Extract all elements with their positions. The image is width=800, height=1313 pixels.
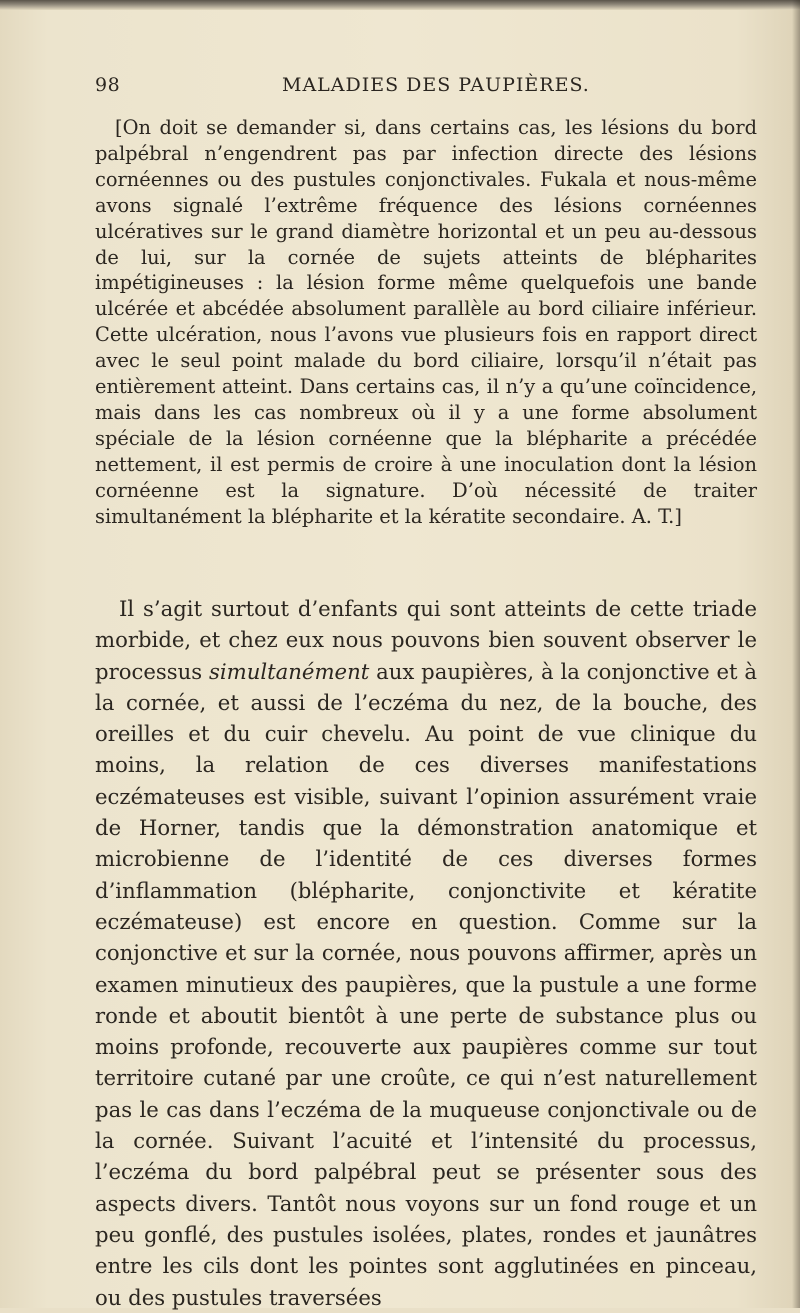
body-text-part-2: aux paupières, à la conjonctive et à la cornée, et aussi de l’eczéma du nez, de la bouche, des oreilles et du cuir chevelu. Au point de vue clinique du moins, la relation de ces diverses manifestations eczémateuses est visible, suivant l’opinion assurément vraie de Horner, tandis que la démonstration anatomique et microbienne de l’identité de ces diverses formes d’inflammation (blépharite, conjonctivite et kératite eczémateuse) est encore en question. Comme sur la conjonctive et sur la cornée, nous pouvons affirmer, après un examen minutieux des paupières, que la pustule a une forme ronde et aboutit bientôt à une perte de substance plus ou moins profonde, recouverte aux paupières comme sur tout territoire cutané par une croûte, ce qui n’est naturellement pas le cas dans l’eczéma de la muqueuse conjonctivale ou de la cornée. Suivant l’acuité et l’intensité du processus, l’eczéma du bord palpébral peut se présenter sous des aspects divers. Tantôt nous voyons sur un fond rouge et un peu gonflé, des pustules isolées, plates, rondes et jaunâtres entre les cils dont les pointes sont agglutinées en pinceau, ou des pustules traversées [95, 658, 757, 1310]
running-head [95, 74, 735, 102]
page-binding-shadow [792, 0, 800, 1308]
editor-note [95, 115, 757, 530]
main-text [95, 593, 757, 1313]
emphasis-word: simultanément [208, 658, 370, 684]
page-top-edge [0, 0, 800, 10]
page-number: 98 [95, 74, 121, 96]
body-text-part-1: Il s’agit surtout d’enfants qui sont atteints de cette triade morbide, et chez eux nous pouvons bien souvent observer le processus [95, 596, 757, 684]
chapter-title: MALADIES DES PAUPIÈRES. [282, 74, 590, 96]
body-paragraph [95, 593, 757, 1313]
note-paragraph: [On doit se demander si, dans certains cas, les lésions du bord palpébral n’engendrent pas par infection directe des lésions cornéennes ou des pustules conjonctivales. Fukala et nous-même avons signalé l’extrême fréquence des lésions cornéennes ulcératives sur le grand diamètre horizontal et un peu au-dessous de lui, sur la cornée de sujets atteints de blépharites impétigineuses : la lésion forme même quelquefois une bande ulcérée et abcédée absolument parallèle au bord ciliaire inférieur. Cette ulcération, nous l’avons vue plusieurs fois en rapport direct avec le seul point malade du bord ciliaire, lorsqu’il n’était pas entièrement atteint. Dans certains cas, il n’y a qu’une coïncidence, mais dans les cas nombreux où il y a une forme absolument spéciale de la lésion cornéenne que la blépharite a précédée nettement, il est permis de croire à une inoculation dont la lésion cornéenne est la signature. D’où nécessité de traiter simultanément la blépharite et la kératite secondaire. A. T.] [95, 116, 757, 528]
